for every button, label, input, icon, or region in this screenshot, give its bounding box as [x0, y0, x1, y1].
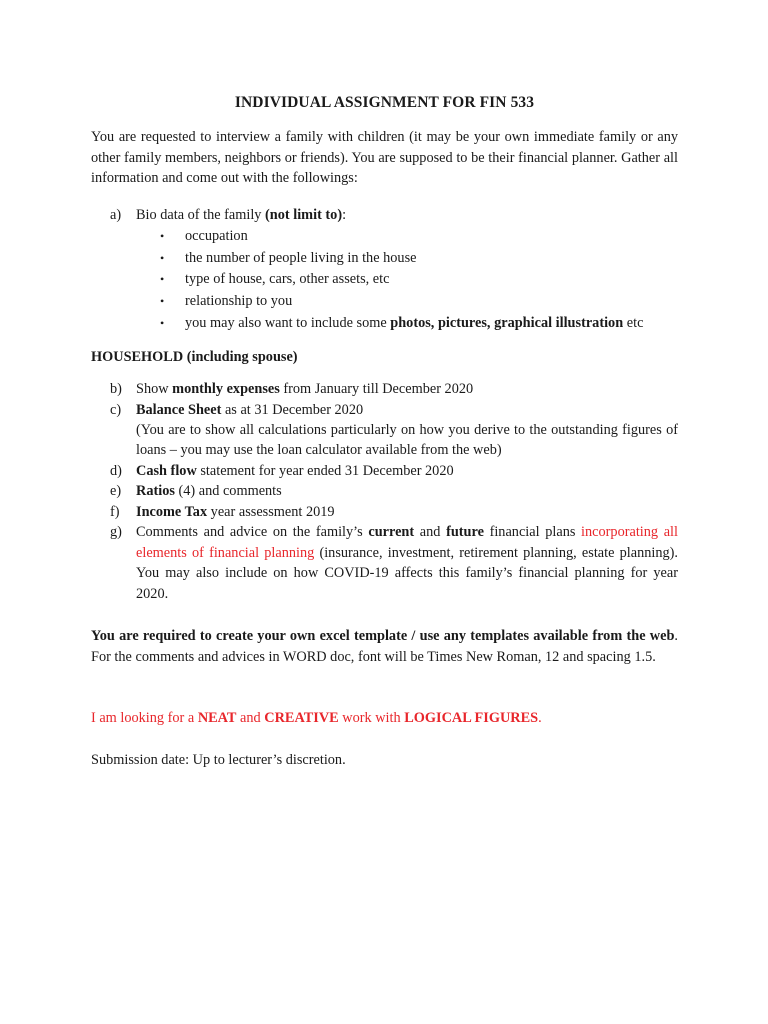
- item-c-note: (You are to show all calculations particularly on how you derive to the outstanding figures of loans – you may use the loan calculator available from the web): [136, 421, 678, 459]
- list-item: [159, 313, 678, 335]
- item-a-text: Bio data of the family: [136, 207, 266, 223]
- page-title: INDIVIDUAL ASSIGNMENT FOR FIN 533: [234, 94, 535, 111]
- looking-for-logical-figures: LOGICAL FIGURES: [404, 710, 539, 726]
- item-f-after: year assessment 2019: [207, 503, 335, 520]
- list-marker-c: c): [110, 401, 122, 418]
- list-item-f: [110, 502, 678, 522]
- bullet-text-after: etc: [623, 314, 644, 331]
- bullet-text-before: you may also want to include some: [185, 314, 391, 331]
- list-marker-f: f): [110, 503, 120, 520]
- submission-date: Submission date: Up to lecturer’s discretion.: [91, 752, 346, 768]
- bullet-text-bold: photos, pictures, graphical illustration: [390, 314, 624, 331]
- item-b-after: from January till December 2020: [279, 381, 474, 397]
- looking-for-text-2: and: [236, 710, 265, 726]
- bio-data-bullet-list: [159, 226, 678, 334]
- item-b-bold: monthly expenses: [172, 381, 280, 397]
- requirement-bold: You are required to create your own excel template / use any templates available from the web: [91, 628, 675, 644]
- document-page: [91, 0, 678, 1024]
- bullet-icon: •: [160, 272, 165, 287]
- item-a-after: :: [342, 207, 347, 223]
- list-item: [159, 226, 678, 248]
- item-e-bold: Ratios: [136, 483, 175, 500]
- looking-for-text-1: I am looking for a: [91, 710, 198, 726]
- item-d-after: statement for year ended 31 December 2020: [196, 462, 454, 479]
- list-item-b: [110, 379, 678, 399]
- bullet-text: occupation: [185, 228, 248, 244]
- looking-for-line: [91, 708, 542, 728]
- item-a-bold: (not limit to): [265, 207, 343, 223]
- item-g-text-3: financial plans: [483, 524, 582, 541]
- bullet-icon: •: [160, 315, 165, 330]
- list-item-e: [110, 481, 678, 501]
- bullet-text: relationship to you: [185, 293, 293, 310]
- list-item: [159, 248, 678, 270]
- item-d-bold: Cash flow: [136, 462, 197, 479]
- item-g-text-4: (insurance, investment, retirement planning, estate planning). You may also include on how COVID-19 affects this family’s financial planning for year 2020.: [136, 544, 678, 602]
- item-c-bold: Balance Sheet: [136, 401, 222, 418]
- looking-for-creative: CREATIVE: [264, 710, 339, 726]
- list-marker-e: e): [110, 483, 122, 500]
- household-heading: HOUSEHOLD (including spouse): [91, 349, 298, 365]
- list-marker-g: g): [110, 524, 122, 541]
- intro-paragraph: You are requested to interview a family with children (it may be your own immediate family or any other family members, neighbors or friends). You are supposed to be their financial planner. Gather all information and come out with the followings:: [91, 129, 678, 186]
- list-item: [159, 269, 678, 291]
- bullet-icon: •: [160, 250, 165, 265]
- item-g-bold-future: future: [446, 524, 484, 541]
- list-marker-d: d): [110, 462, 122, 479]
- list-item-d: [110, 461, 678, 481]
- item-g-red-highlight: incorporating all elements of financial planning: [136, 524, 678, 561]
- item-g-bold-current: current: [368, 524, 415, 541]
- list-marker-a: a): [110, 207, 122, 223]
- requirement-rest: . For the comments and advices in WORD doc, font will be Times New Roman, 12 and spacing 1.5.: [91, 628, 678, 665]
- item-f-bold: Income Tax: [136, 503, 208, 520]
- bullet-icon: •: [160, 229, 165, 243]
- looking-for-text-4: .: [538, 710, 542, 726]
- item-g-text-1: Comments and advice on the family’s: [136, 524, 369, 541]
- list-item-a: [110, 205, 678, 225]
- item-g-text-2: and: [414, 524, 447, 541]
- bullet-text: the number of people living in the house: [185, 249, 417, 266]
- list-item-g: [110, 522, 678, 604]
- looking-for-neat: NEAT: [197, 710, 237, 726]
- list-item-c: [110, 400, 678, 461]
- list-item: [159, 291, 678, 313]
- item-b-before: Show: [136, 381, 173, 397]
- bullet-icon: •: [160, 294, 165, 309]
- requirements-list: [110, 379, 678, 604]
- item-e-after: (4) and comments: [174, 483, 282, 500]
- looking-for-text-3: work with: [338, 710, 405, 726]
- requirement-paragraph: [91, 626, 678, 667]
- list-marker-b: b): [110, 381, 122, 397]
- bullet-text: type of house, cars, other assets, etc: [185, 271, 390, 288]
- item-c-after: as at 31 December 2020: [221, 401, 364, 418]
